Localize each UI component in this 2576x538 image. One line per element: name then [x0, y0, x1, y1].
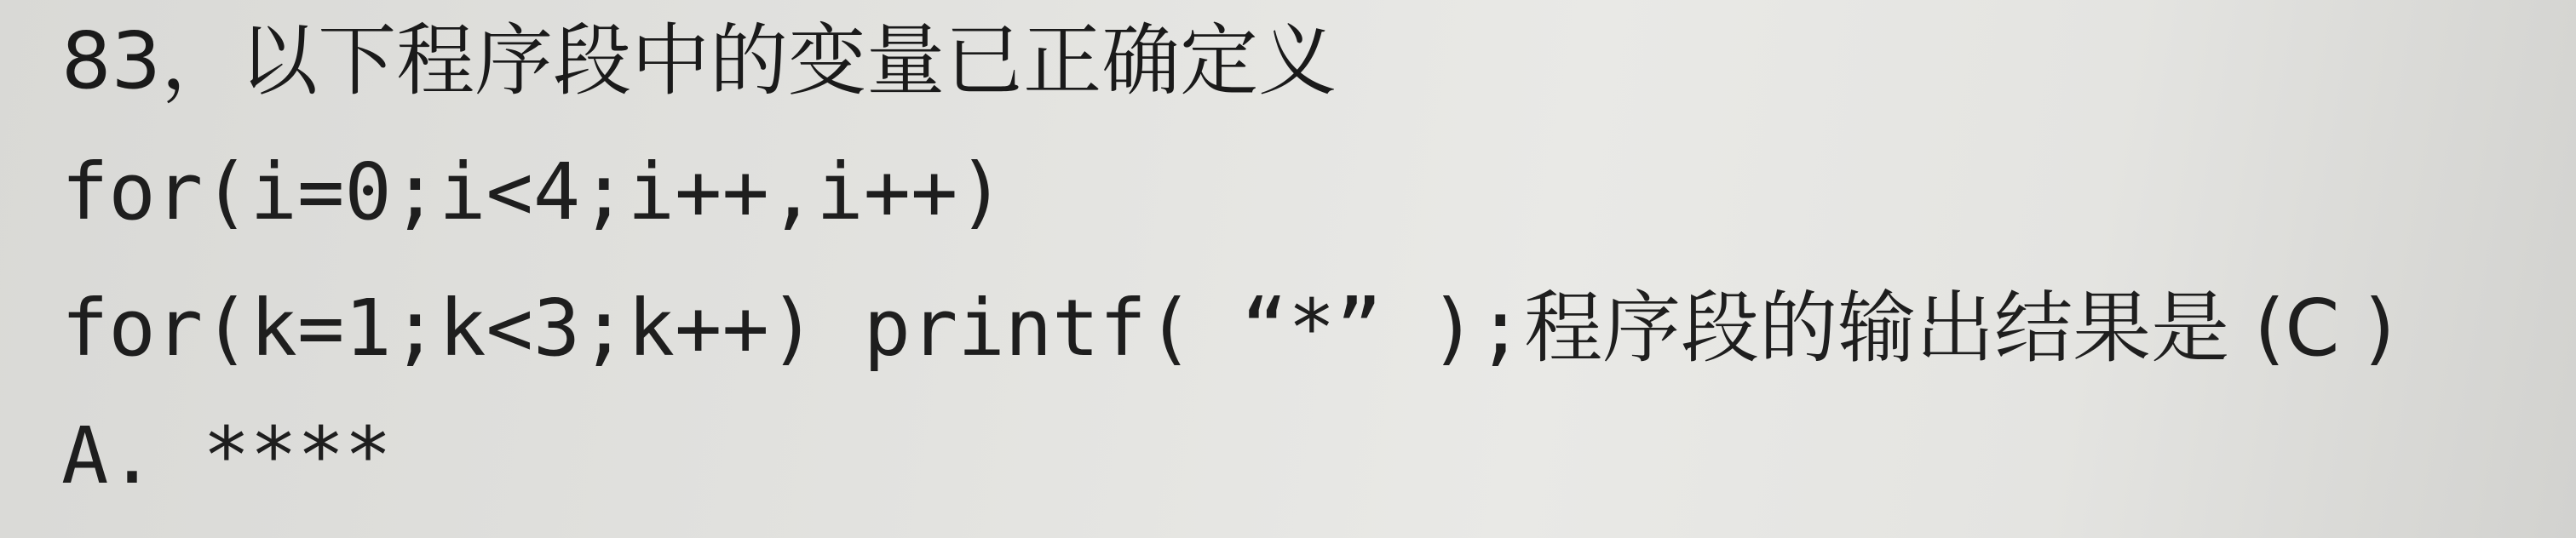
option-a: A. ****	[61, 410, 392, 501]
question-heading: 83，以下程序段中的变量已正确定义	[61, 15, 1337, 106]
question-prompt-answer: 程序段的输出结果是 (C )	[1524, 283, 2395, 374]
code-line-inner-loop	[61, 283, 2395, 374]
code-line-outer-loop: for(i=0;i<4;i++,i++)	[61, 146, 1005, 238]
inner-loop-code: for(k=1;k<3;k++) printf( “*” );	[61, 283, 1525, 374]
